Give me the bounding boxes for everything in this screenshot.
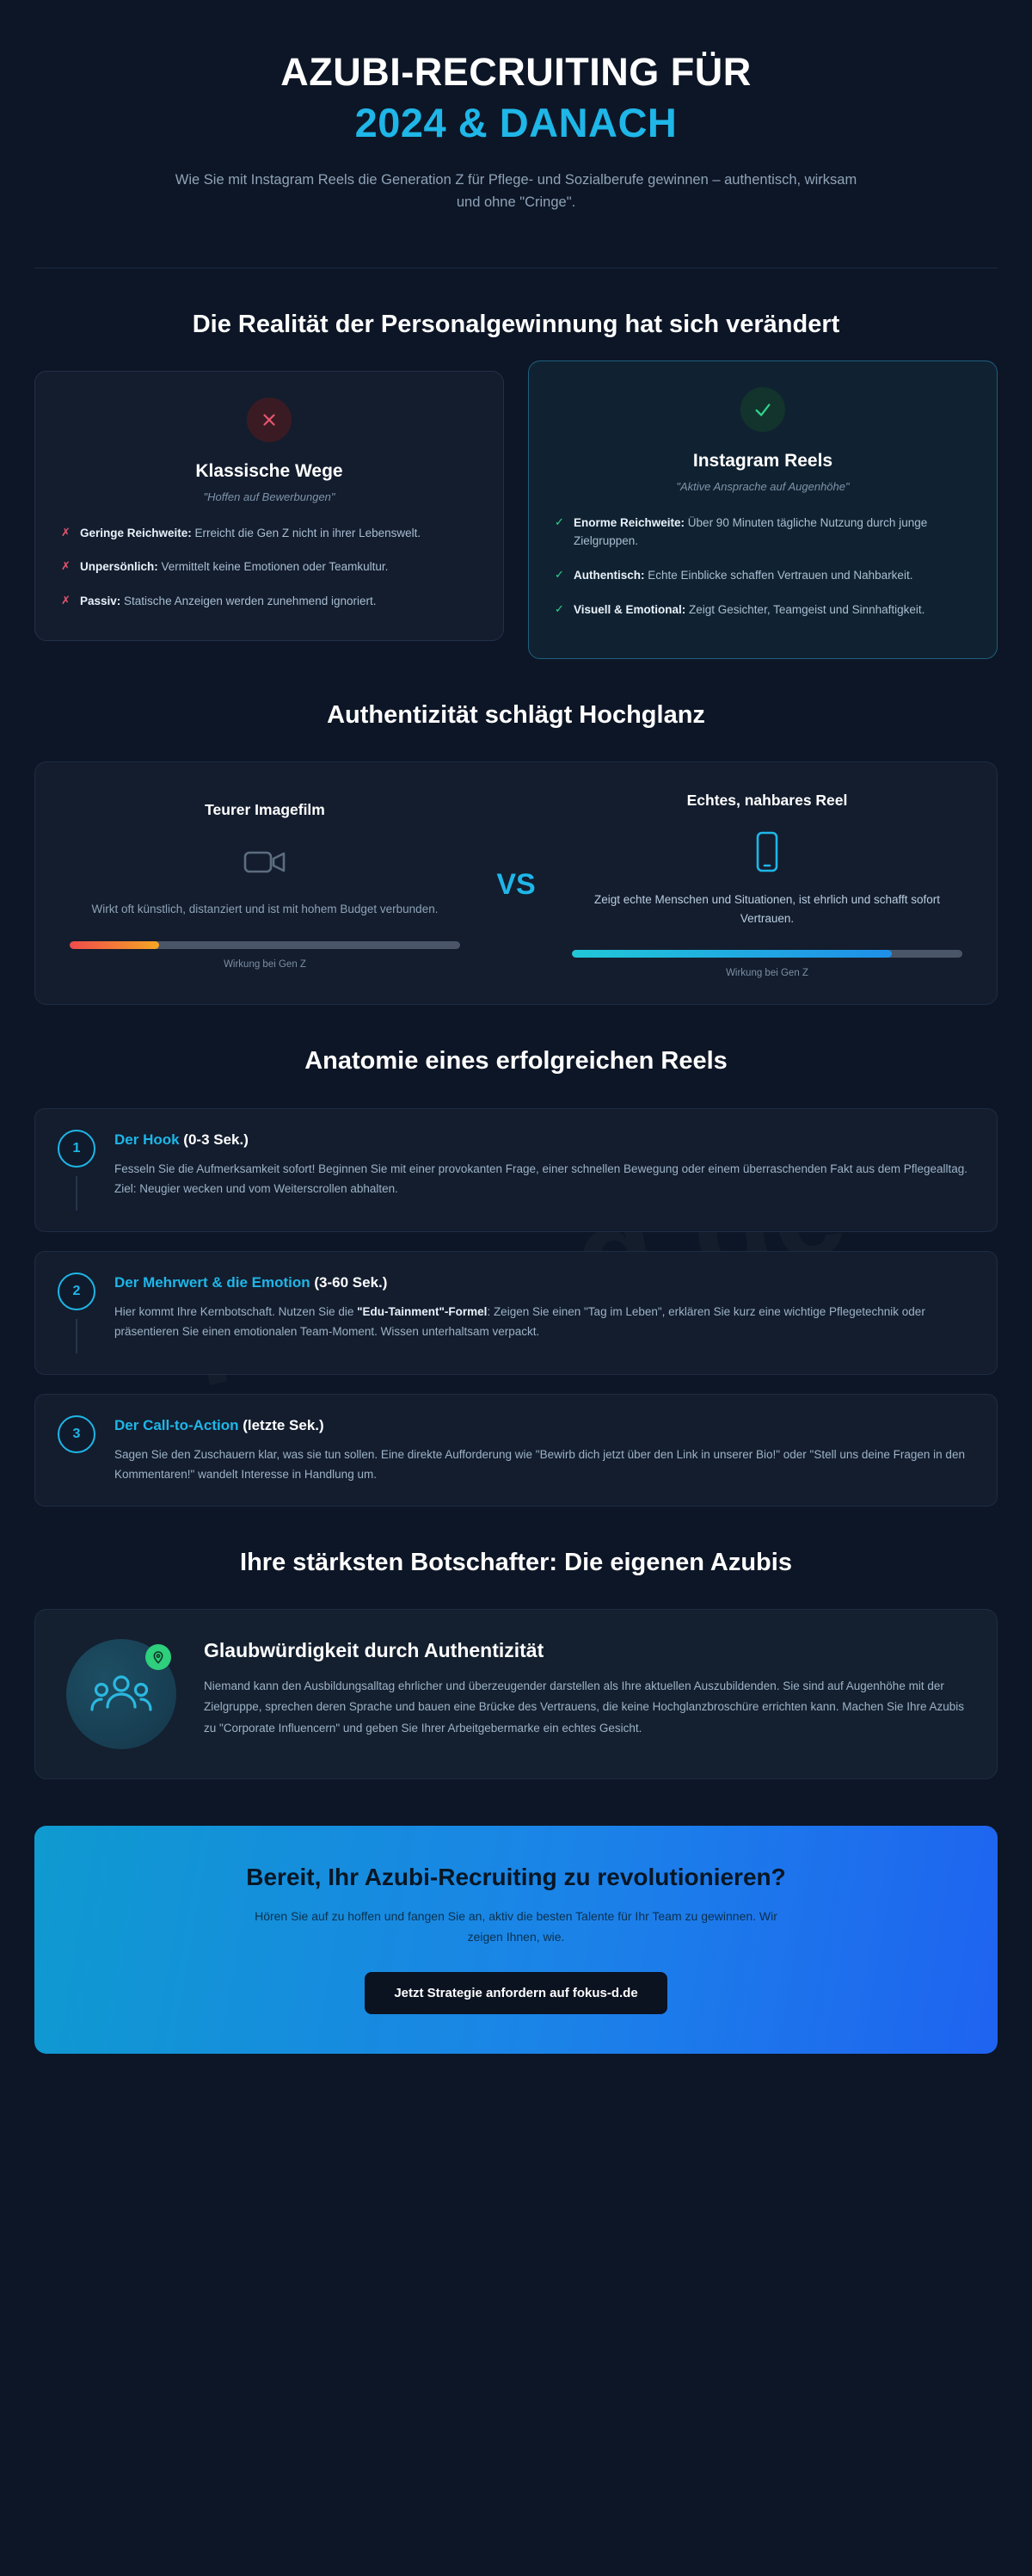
- check-mark-icon: ✓: [555, 567, 564, 581]
- page-title-line1: AZUBI-RECRUITING FÜR: [280, 50, 752, 94]
- card-classic-ways: [34, 371, 504, 641]
- versus-left-bar-label: Wirkung bei Gen Z: [224, 958, 306, 970]
- card-title: Instagram Reels: [692, 450, 833, 471]
- step-number: 1: [58, 1130, 95, 1168]
- x-mark-icon: ✗: [61, 559, 71, 573]
- step-connector: [76, 1176, 77, 1211]
- step-title-main: Der Hook: [114, 1131, 180, 1148]
- step-title-suffix: (letzte Sek.): [238, 1416, 324, 1433]
- list-item-text: Vermittelt keine Emotionen oder Teamkultur.: [157, 560, 389, 574]
- step-text: Fesseln Sie die Aufmerksamkeit sofort! Beginnen Sie mit einer provokanten Frage, einer schnellen Bewegung oder einem überraschenden Fakt aus dem Pflegealltag. Ziel: Neugier wecken und vom Weiterscrollen abhalten.: [114, 1162, 968, 1196]
- step-title-main: Der Call-to-Action: [114, 1416, 239, 1433]
- cta-panel: [34, 1826, 998, 2054]
- list-item: [555, 566, 971, 585]
- ambassador-panel: [34, 1609, 998, 1779]
- list-item-text: Statische Anzeigen werden zunehmend ignoriert.: [120, 594, 377, 607]
- x-circle-icon: [247, 397, 292, 442]
- step-title: [114, 1131, 971, 1149]
- comparison-cards: [34, 371, 998, 659]
- step-number: 2: [58, 1273, 95, 1310]
- list-item: [555, 601, 971, 619]
- hero-section: [34, 34, 998, 240]
- card-title: Klassische Wege: [195, 460, 343, 481]
- step-text-part1: Hier kommt Ihre Kernbotschaft. Nutzen Sie die: [114, 1304, 358, 1318]
- check-mark-icon: ✓: [555, 515, 564, 528]
- list-item-bold: Geringe Reichweite:: [80, 526, 192, 539]
- step-number: 3: [58, 1415, 95, 1453]
- step-item: [34, 1394, 998, 1507]
- versus-left-column: [70, 801, 460, 970]
- list-item-text: Über 90 Minuten tägliche Nutzung durch junge Zielgruppen.: [574, 515, 928, 548]
- location-pin-icon: [145, 1644, 171, 1670]
- check-mark-icon: ✓: [555, 601, 564, 615]
- smartphone-icon: [572, 829, 962, 875]
- step-item: [34, 1251, 998, 1375]
- list-item-text: Erreicht die Gen Z nicht in ihrer Lebenswelt.: [191, 526, 421, 539]
- versus-left-bar-fill: [70, 941, 159, 949]
- ambassador-title: Glaubwürdigkeit durch Authentizität: [204, 1638, 544, 1661]
- card-list: [555, 514, 971, 619]
- list-item-bold: Enorme Reichweite:: [574, 515, 685, 529]
- step-title: [114, 1417, 971, 1434]
- step-title-main: Der Mehrwert & die Emotion: [114, 1273, 310, 1291]
- list-item-text: Echte Einblicke schaffen Vertrauen und Nahbarkeit.: [644, 568, 913, 582]
- ambassador-text: Niemand kann den Ausbildungsalltag ehrlicher und überzeugender darstellen als Ihre aktuellen Auszubildenden. Sie sind auf Augenhöhe mit der Zielgruppe, sprechen deren Sprache und bauen eine Brücke des Vertrauens, die keine Hochglanzbroschüre errichten kann. Machen Sie Ihre Azubis zu "Corporate Influencern" und geben Sie Ihrer Arbeitgebermarke ein echtes Gesicht.: [204, 1679, 965, 1735]
- versus-right-bar: [572, 950, 962, 958]
- reality-heading: Die Realität der Personalgewinnung hat sich verändert: [192, 310, 840, 338]
- step-text-bold: "Edu-Tainment"-Formel: [357, 1304, 488, 1318]
- step-text-part2: : Zeigen Sie einen "Tag im Leben", erklären Sie kurz eine wichtige Pflegetechnik oder präsentieren Sie einen emotionalen Team-Moment. Wissen unterhaltsam verpackt.: [114, 1304, 925, 1339]
- card-instagram-reels: [528, 361, 998, 659]
- versus-label: VS: [496, 868, 536, 902]
- step-title-suffix: (3-60 Sek.): [310, 1273, 388, 1291]
- list-item-bold: Unpersönlich:: [80, 560, 158, 574]
- list-item-text: Zeigt Gesichter, Teamgeist und Sinnhaftigkeit.: [685, 602, 925, 616]
- list-item-bold: Authentisch:: [574, 568, 645, 582]
- steps-list: [34, 1108, 998, 1507]
- cta-text: Hören Sie auf zu hoffen und fangen Sie an, aktiv die besten Talente für Ihr Team zu gewinnen. Wir zeigen Ihnen, wie.: [255, 1908, 777, 1944]
- list-item: [61, 558, 477, 576]
- check-circle-icon: [740, 387, 785, 432]
- ambassador-heading: Ihre stärksten Botschafter: Die eigenen Azubis: [240, 1548, 792, 1576]
- x-mark-icon: ✗: [61, 525, 71, 539]
- list-item: [555, 514, 971, 551]
- authenticity-heading: Authentizität schlägt Hochglanz: [327, 701, 705, 730]
- versus-left-text: Wirkt oft künstlich, distanziert und ist mit hohem Budget verbunden.: [91, 903, 439, 916]
- page-title: [34, 50, 998, 146]
- x-mark-icon: ✗: [61, 593, 71, 607]
- card-subtitle: "Aktive Ansprache auf Augenhöhe": [676, 479, 850, 493]
- list-item: [61, 524, 477, 543]
- step-connector: [76, 1319, 77, 1353]
- list-item-bold: Visuell & Emotional:: [574, 602, 686, 616]
- list-item: [61, 592, 477, 611]
- video-camera-icon: [70, 838, 460, 884]
- card-list: [61, 524, 477, 611]
- step-title: [114, 1274, 971, 1291]
- users-group-icon: [66, 1639, 176, 1749]
- versus-right-bar-fill: [572, 950, 892, 958]
- versus-left-bar: [70, 941, 460, 949]
- step-text: [114, 1302, 971, 1342]
- step-item: [34, 1108, 998, 1232]
- versus-right-title: Echtes, nahbares Reel: [686, 792, 848, 810]
- versus-left-title: Teurer Imagefilm: [205, 801, 325, 819]
- cta-button[interactable]: Jetzt Strategie anfordern auf fokus-d.de: [365, 1972, 666, 2014]
- card-subtitle: "Hoffen auf Bewerbungen": [203, 490, 335, 503]
- versus-right-text: Zeigt echte Menschen und Situationen, ist ehrlich und schafft sofort Vertrauen.: [594, 893, 940, 925]
- versus-right-column: [572, 792, 962, 978]
- cta-title: Bereit, Ihr Azubi-Recruiting zu revolutionieren?: [246, 1863, 786, 1890]
- step-title-suffix: (0-3 Sek.): [179, 1131, 249, 1148]
- anatomy-heading: Anatomie eines erfolgreichen Reels: [304, 1047, 728, 1075]
- list-item-bold: Passiv:: [80, 594, 121, 607]
- versus-panel: [34, 761, 998, 1005]
- versus-right-bar-label: Wirkung bei Gen Z: [726, 968, 808, 979]
- step-text: Sagen Sie den Zuschauern klar, was sie tun sollen. Eine direkte Aufforderung wie "Bewirb dich jetzt über den Link in unserer Bio!" oder "Stell uns deine Fragen in den Kommentaren!" wandelt Interesse in Handlung um.: [114, 1447, 965, 1482]
- page-title-line2: 2024 & DANACH: [354, 99, 678, 145]
- hero-subtitle: Wie Sie mit Instagram Reels die Generation Z für Pflege- und Sozialberufe gewinnen – authentisch, wirksam und ohne "Cringe".: [175, 171, 857, 211]
